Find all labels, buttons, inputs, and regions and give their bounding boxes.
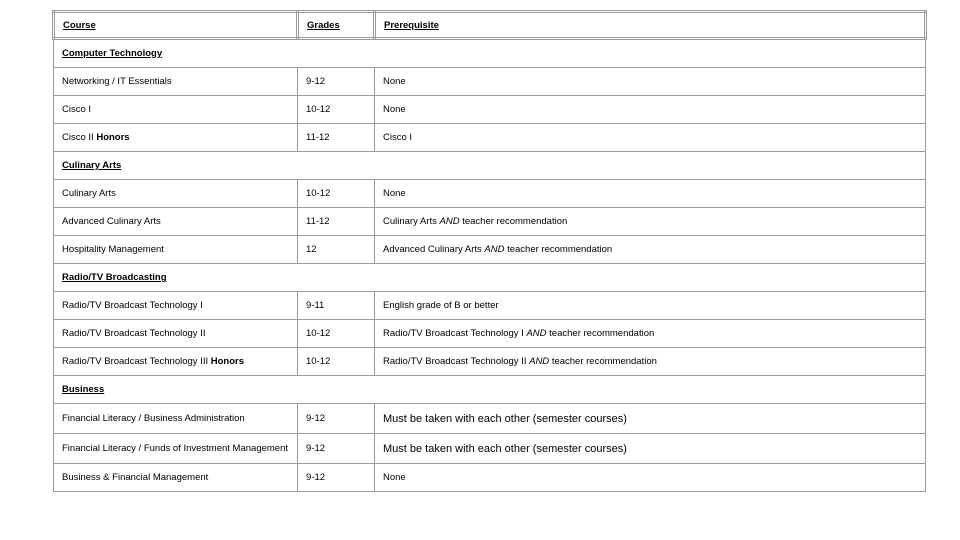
table-row xyxy=(54,124,926,152)
table-row xyxy=(54,68,926,96)
prerequisite-cell xyxy=(375,208,926,236)
course-table xyxy=(52,10,927,492)
table-row xyxy=(54,208,926,236)
section-row-culinary-arts xyxy=(54,152,926,180)
course-cell: Hospitality Management xyxy=(54,236,298,264)
prereq-part: teacher recommendation xyxy=(462,216,568,227)
course-cell: Business & Financial Management xyxy=(54,464,298,492)
section-row-business xyxy=(54,376,926,404)
and-label: AND xyxy=(526,328,547,339)
prerequisite-cell xyxy=(375,236,926,264)
prerequisite-cell: English grade of B or better xyxy=(375,292,926,320)
grades-cell: 10-12 xyxy=(298,96,375,124)
course-name: Cisco II xyxy=(62,132,94,143)
course-cell: Radio/TV Broadcast Technology II xyxy=(54,320,298,348)
table-row xyxy=(54,236,926,264)
and-label: AND xyxy=(439,216,460,227)
table-row xyxy=(54,320,926,348)
table-row xyxy=(54,180,926,208)
course-cell xyxy=(54,124,298,152)
honors-label: Honors xyxy=(96,132,130,143)
table-row xyxy=(54,96,926,124)
course-cell: Cisco I xyxy=(54,96,298,124)
header-course: Course xyxy=(54,12,298,39)
course-name: Radio/TV Broadcast Technology III xyxy=(62,356,209,367)
grades-cell: 10-12 xyxy=(298,180,375,208)
course-cell: Networking / IT Essentials xyxy=(54,68,298,96)
course-cell: Radio/TV Broadcast Technology I xyxy=(54,292,298,320)
course-cell: Culinary Arts xyxy=(54,180,298,208)
course-cell: Financial Literacy / Funds of Investment Management xyxy=(54,434,298,464)
honors-label: Honors xyxy=(210,356,244,367)
course-cell xyxy=(54,348,298,376)
grades-cell: 11-12 xyxy=(298,124,375,152)
section-row-computer-technology xyxy=(54,39,926,68)
prereq-part: teacher recommendation xyxy=(551,356,657,367)
prereq-part: teacher recommendation xyxy=(507,244,613,255)
section-row-radio-tv-broadcasting xyxy=(54,264,926,292)
table-row xyxy=(54,292,926,320)
grades-cell: 9-12 xyxy=(298,404,375,434)
prerequisite-cell: None xyxy=(375,68,926,96)
grades-cell: 11-12 xyxy=(298,208,375,236)
prerequisite-cell: None xyxy=(375,96,926,124)
prerequisite-cell: Cisco I xyxy=(375,124,926,152)
section-title: Computer Technology xyxy=(54,39,926,68)
header-row xyxy=(54,12,926,39)
grades-cell: 9-12 xyxy=(298,464,375,492)
course-cell: Advanced Culinary Arts xyxy=(54,208,298,236)
section-title: Business xyxy=(54,376,926,404)
prerequisite-cell: None xyxy=(375,464,926,492)
table-row xyxy=(54,434,926,464)
grades-cell: 10-12 xyxy=(298,320,375,348)
prerequisite-cell: Must be taken with each other (semester courses) xyxy=(375,434,926,464)
prereq-part: Radio/TV Broadcast Technology I xyxy=(383,328,524,339)
prerequisite-cell: Must be taken with each other (semester courses) xyxy=(375,404,926,434)
prereq-part: teacher recommendation xyxy=(549,328,655,339)
prereq-part: Radio/TV Broadcast Technology II xyxy=(383,356,527,367)
table-row xyxy=(54,348,926,376)
section-title: Radio/TV Broadcasting xyxy=(54,264,926,292)
prerequisite-cell: None xyxy=(375,180,926,208)
prerequisite-cell xyxy=(375,348,926,376)
table-row xyxy=(54,404,926,434)
table-row xyxy=(54,464,926,492)
grades-cell: 10-12 xyxy=(298,348,375,376)
grades-cell: 9-11 xyxy=(298,292,375,320)
and-label: AND xyxy=(484,244,505,255)
prereq-part: Advanced Culinary Arts xyxy=(383,244,482,255)
grades-cell: 9-12 xyxy=(298,434,375,464)
and-label: AND xyxy=(529,356,550,367)
header-prerequisite: Prerequisite xyxy=(375,12,926,39)
header-grades: Grades xyxy=(298,12,375,39)
prerequisite-cell xyxy=(375,320,926,348)
course-cell: Financial Literacy / Business Administration xyxy=(54,404,298,434)
section-title: Culinary Arts xyxy=(54,152,926,180)
prereq-part: Culinary Arts xyxy=(383,216,437,227)
grades-cell: 12 xyxy=(298,236,375,264)
grades-cell: 9-12 xyxy=(298,68,375,96)
